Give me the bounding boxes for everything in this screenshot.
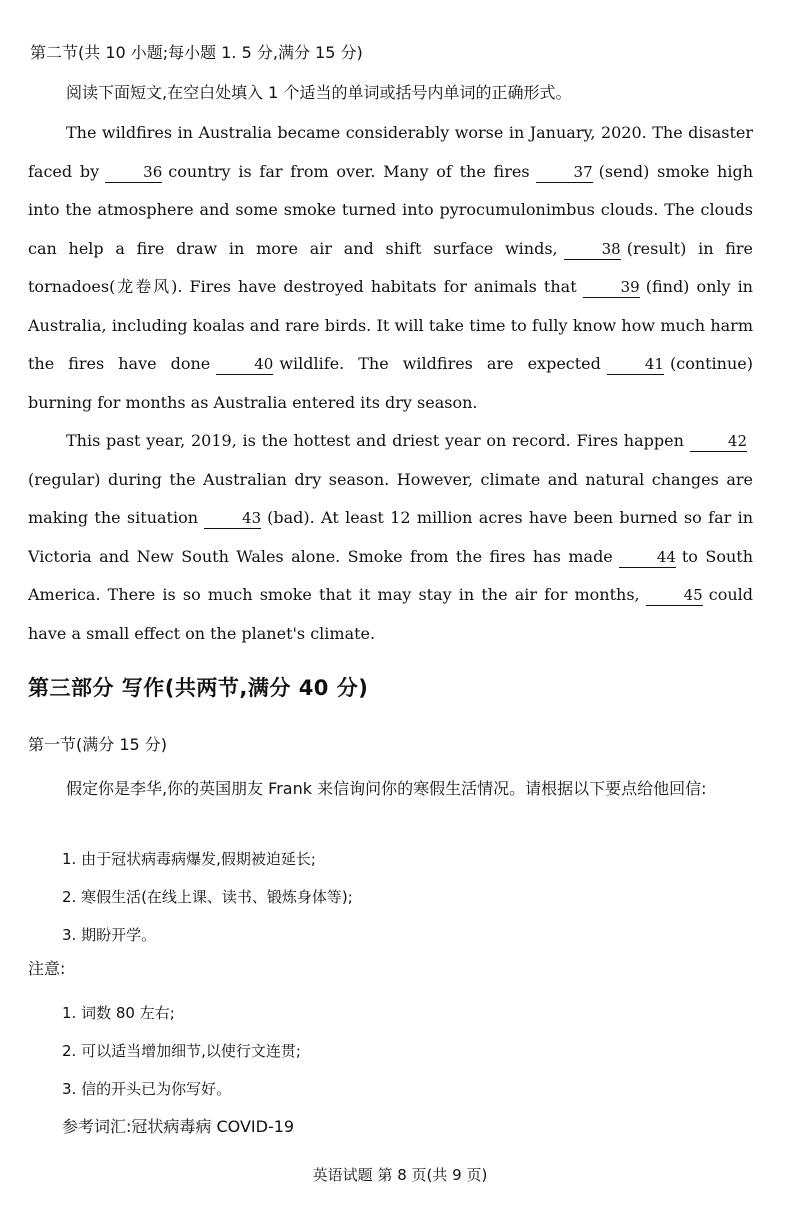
notes-label: 注意: (28, 959, 66, 978)
section2-instruction: 阅读下面短文,在空白处填入 1 个适当的单词或括号内单词的正确形式。 (66, 83, 572, 102)
blank-45: 45 (646, 585, 703, 606)
passage-text: (find) only in Australia, including koalas and rare birds. It will take time to fully know how much harm the fires have done (28, 277, 753, 373)
passage-paragraph-2 (28, 422, 753, 653)
note-item: 1. 词数 80 左右; (62, 1004, 175, 1022)
task-point: 2. 寒假生活(在线上课、读书、锻炼身体等); (62, 888, 353, 906)
blank-42: 42 (690, 431, 747, 452)
blank-37: 37 (536, 162, 593, 183)
passage-text: (continue) burning for months as Australia entered its dry season. (28, 354, 753, 412)
passage-text: country is far from over. Many of the fires (168, 161, 530, 181)
blank-40: 40 (216, 354, 273, 375)
blank-43: 43 (204, 508, 261, 529)
passage-text: This past year, 2019, is the hottest and driest year on record. Fires happen (66, 431, 684, 450)
passage-text: (bad). At least 12 million acres have been burned so far in Victoria and New South Wales alone. Smoke from the fires has made (28, 508, 754, 566)
passage-paragraph-1 (28, 114, 753, 422)
writing-task: 假定你是李华,你的英国朋友 Frank 来信询问你的寒假生活情况。请根据以下要点给他回信: (66, 779, 707, 798)
passage-text: (regular) during the Australian dry season. However, climate and natural changes are making the situation (28, 469, 753, 527)
reference-vocabulary: 参考词汇:冠状病毒病 COVID-19 (62, 1117, 295, 1136)
passage-text: (result) in fire tornadoes(龙卷风). Fires have destroyed habitats for animals that (28, 238, 754, 296)
passage-text: could have a small effect on the planet's climate. (28, 585, 753, 643)
blank-41: 41 (607, 354, 664, 375)
note-item: 3. 信的开头已为你写好。 (62, 1080, 232, 1098)
task-point: 1. 由于冠状病毒病爆发,假期被迫延长; (62, 850, 316, 868)
page-footer: 英语试题 第 8 页(共 9 页) (312, 1166, 488, 1184)
task-point: 3. 期盼开学。 (62, 926, 157, 944)
task-points (62, 840, 353, 954)
section2-heading: 第二节(共 10 小题;每小题 1. 5 分,满分 15 分) (30, 43, 363, 62)
passage-text: to South America. There is so much smoke that it may stay in the air for months, (28, 546, 753, 604)
blank-39: 39 (583, 277, 640, 298)
notes-list (62, 994, 301, 1108)
note-item: 2. 可以适当增加细节,以使行文连贯; (62, 1042, 301, 1060)
passage-text: The wildfires in Australia became considerably worse in January, 2020. The disaster faced by (28, 123, 753, 181)
writing-section1-heading: 第一节(满分 15 分) (28, 735, 168, 754)
part3-title: 第三部分 写作(共两节,满分 40 分) (28, 676, 369, 700)
blank-36: 36 (105, 162, 162, 183)
passage-text: wildlife. The wildfires are expected (279, 354, 601, 373)
blank-38: 38 (564, 239, 621, 260)
passage-text: (send) smoke high into the atmosphere and some smoke turned into pyrocumulonimbus clouds. The clouds can help a fire draw in more air and shift surface winds, (28, 161, 754, 258)
blank-44: 44 (619, 547, 676, 568)
